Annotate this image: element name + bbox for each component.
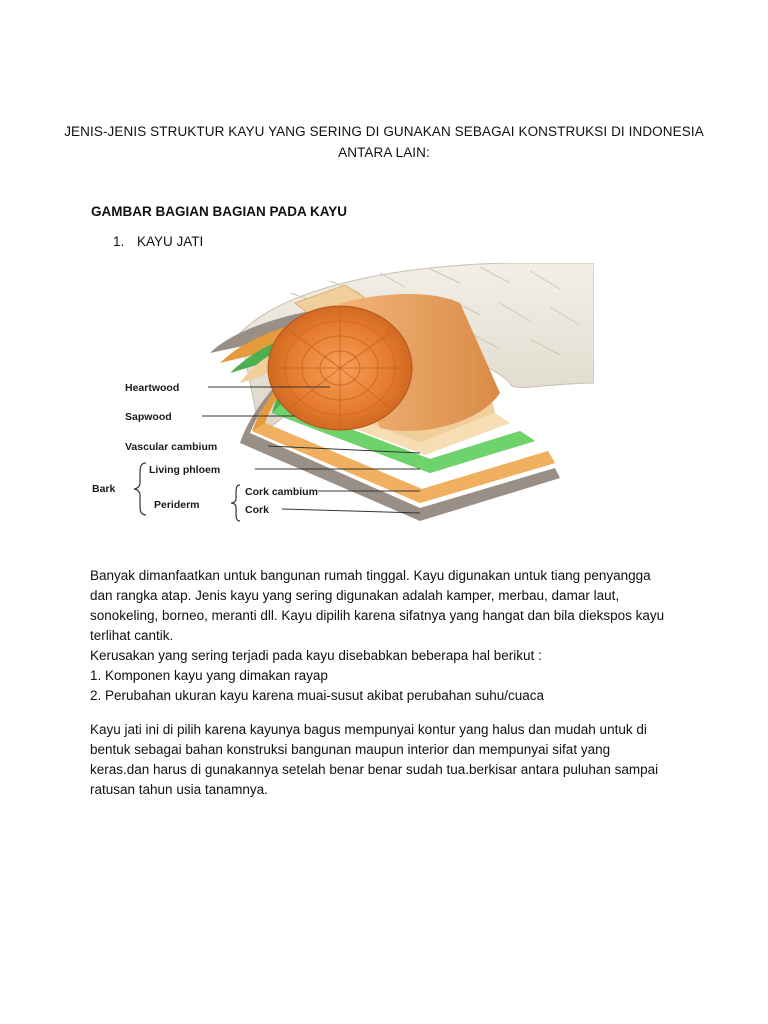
document-title-line-1: JENIS-JENIS STRUKTUR KAYU YANG SERING DI GUNAKAN SEBAGAI KONSTRUKSI DI INDONESIA	[64, 124, 704, 139]
label-sapwood: Sapwood	[125, 411, 172, 423]
paragraph-1-line: Banyak dimanfaatkan untuk bangunan rumah tinggal. Kayu digunakan untuk tiang penyangga	[90, 568, 651, 583]
label-cork-cambium: Cork cambium	[245, 486, 318, 498]
label-living-phloem: Living phloem	[149, 464, 221, 476]
paragraph-1-line: dan rangka atap. Jenis kayu yang sering digunakan adalah kamper, merbau, damar laut,	[90, 588, 620, 603]
section-heading: GAMBAR BAGIAN BAGIAN PADA KAYU	[91, 204, 348, 219]
paragraph-1	[90, 566, 700, 706]
periderm-brace	[231, 485, 240, 521]
paragraph-2	[90, 720, 700, 800]
paragraph-2-line: ratusan tahun usia tanamnya.	[90, 782, 268, 797]
label-periderm: Periderm	[154, 499, 200, 511]
wood-structure-illustration	[90, 263, 594, 525]
paragraph-1-line: 2. Perubahan ukuran kayu karena muai-susut akibat perubahan suhu/cuaca	[90, 688, 545, 703]
paragraph-1-line: sonokeling, borneo, meranti dll. Kayu dipilih karena sifatnya yang hangat dan bila diekspos kayu	[90, 608, 665, 623]
list-item	[113, 234, 203, 249]
bark-brace	[134, 463, 146, 515]
paragraph-1-line: terlihat cantik.	[90, 628, 174, 643]
label-cork: Cork	[245, 504, 269, 516]
wood-structure-diagram	[90, 263, 594, 525]
list-item-text: KAYU JATI	[137, 234, 204, 249]
paragraph-2-line: Kayu jati ini di pilih karena kayunya bagus mempunyai kontur yang halus dan mudah untuk di	[90, 722, 647, 737]
label-vascular-cambium: Vascular cambium	[125, 441, 218, 453]
document-title	[60, 121, 708, 163]
label-heartwood: Heartwood	[125, 382, 180, 394]
list-item-number: 1.	[113, 234, 125, 249]
document-title-line-2: ANTARA LAIN:	[338, 145, 430, 160]
label-bark: Bark	[92, 483, 116, 495]
paragraph-2-line: bentuk sebagai bahan konstruksi bangunan maupun interior dan mempunyai sifat yang	[90, 742, 611, 757]
paragraph-2-line: keras.dan harus di gunakannya setelah benar benar sudah tua.berkisar antara puluhan sampai	[90, 762, 659, 777]
paragraph-1-line: 1. Komponen kayu yang dimakan rayap	[90, 668, 328, 683]
paragraph-1-line: Kerusakan yang sering terjadi pada kayu disebabkan beberapa hal berikut :	[90, 648, 542, 663]
